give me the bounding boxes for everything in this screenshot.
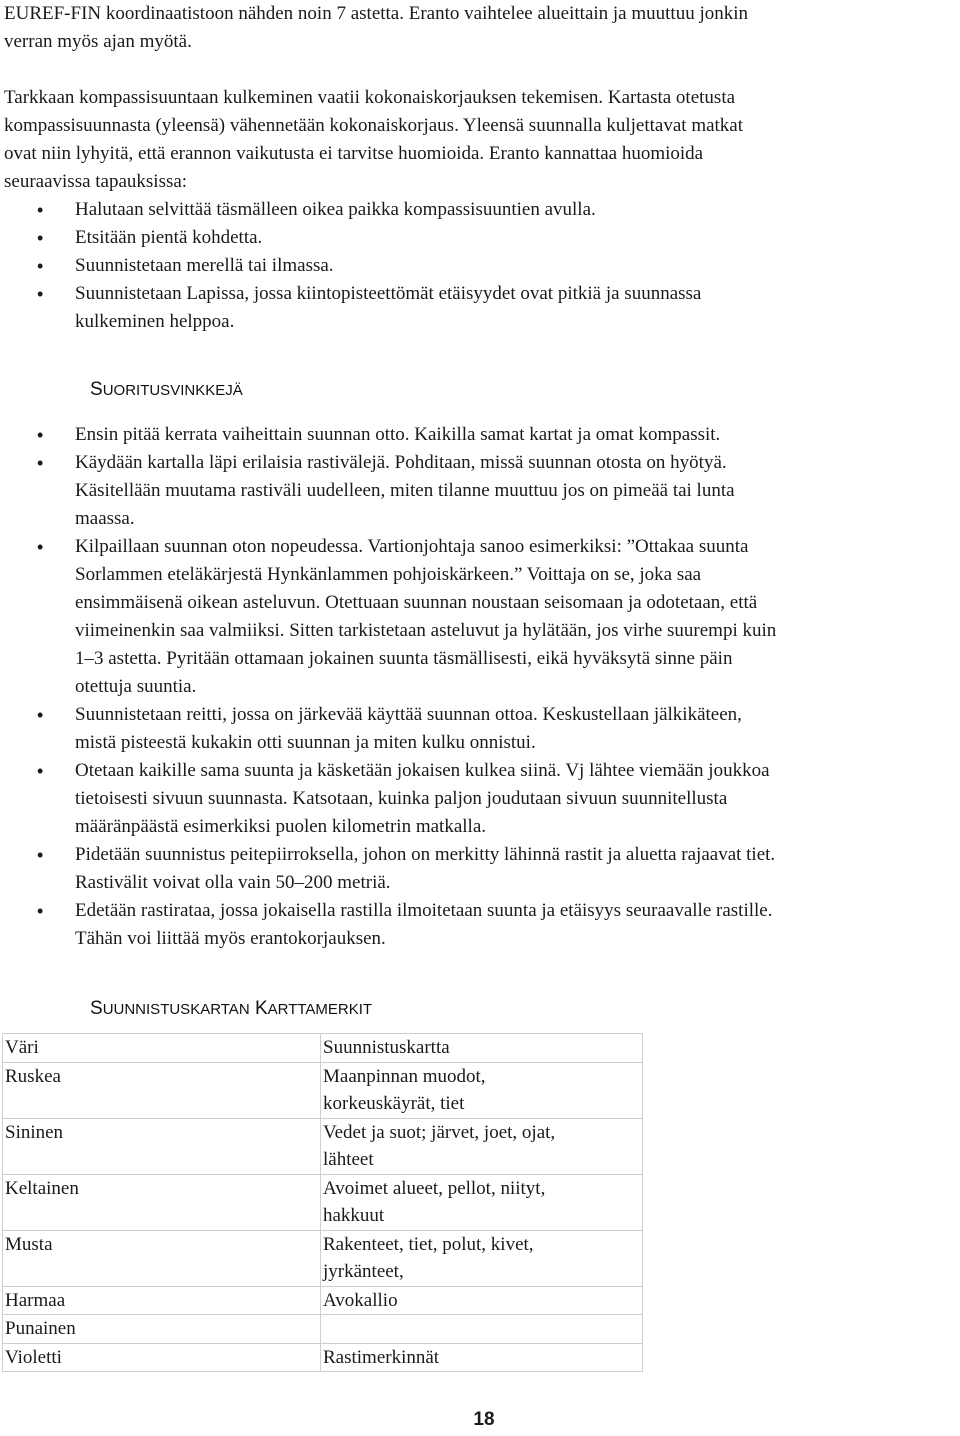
list-item: • Suunnistetaan reitti, jossa on järkevää käyttää suunnan ottoa. Keskustellaan jälkikäteen, mistä pisteestä kukakin otti suunnan ja miten kulku onnistui. [4,701,956,757]
declination-line-1: Tarkkaan kompassisuuntaan kulkeminen vaatii kokonaiskorjauksen tekemisen. Kartasta otetusta [4,87,736,108]
list-item: • Edetään rastirataa, jossa jokaisella rastilla ilmoitetaan suunta ja etäisyys seuraavalle rastille. Tähän voi liittää myös erantokorjauksen. [4,897,956,953]
intro-paragraph [4,0,956,56]
table-cell: Ruskea [3,1062,321,1118]
table-cell: Maanpinnan muodot, korkeuskäyrät, tiet [321,1062,643,1118]
section-heading-tips: SUORITUSVINKKEJÄ [90,379,243,400]
list-item: • Etsitään pientä kohdetta. [4,224,956,252]
map-symbols-table [2,1033,643,1372]
table-row [3,1343,643,1372]
list-item: • Halutaan selvittää täsmälleen oikea paikka kompassisuuntien avulla. [4,196,956,224]
table-header-cell: Väri [3,1034,321,1063]
list-item: • Käydään kartalla läpi erilaisia rastivälejä. Pohditaan, missä suunnan otosta on hyötyä. Käsitellään muutama rastiväli uudelleen, miten tilanne muuttuu jos on pimeää tai lunta maassa. [4,449,956,533]
declination-line-4: seuraavissa tapauksissa: [4,171,188,192]
declination-line-3: ovat niin lyhyitä, että erannon vaikutusta ei tarvitse huomioida. Eranto kannattaa huomioida [4,143,704,164]
list-item: • Pidetään suunnistus peitepiirroksella, johon on merkitty lähinnä rastit ja aluetta rajaavat tiet. Rastivälit voivat olla vain 50–200 metriä. [4,841,956,897]
table-cell: Avokallio [321,1286,643,1315]
table-cell: Musta [3,1230,321,1286]
list-item: • Ensin pitää kerrata vaiheittain suunnan otto. Kaikilla samat kartat ja omat kompassit. [4,421,956,449]
tips-list [4,421,956,953]
table-cell: Rastimerkinnät [321,1343,643,1372]
list-item: • Otetaan kaikille sama suunta ja käsketään jokaisen kulkea siinä. Vj lähtee viemään joukkoa tietoisesti sivuun suunnasta. Katsotaan, kuinka paljon joudutaan sivuun suunnitellusta määränpäästä esimerkiksi puolen kilometrin matkalla. [4,757,956,841]
table-cell: Punainen [3,1315,321,1344]
table-header-cell: Suunnistuskartta [321,1034,643,1063]
intro-line-1: EUREF-FIN koordinaatistoon nähden noin 7 astetta. Eranto vaihtelee alueittain ja muuttuu jonkin [4,3,749,24]
list-item: • Suunnistetaan Lapissa, jossa kiintopisteettömät etäisyydet ovat pitkiä ja suunnassa kulkeminen helppoa. [4,280,956,336]
list-item: • Suunnistetaan merellä tai ilmassa. [4,252,956,280]
table-row [3,1174,643,1230]
table-cell: Vedet ja suot; järvet, joet, ojat, lähteet [321,1118,643,1174]
list-item: • Kilpaillaan suunnan oton nopeudessa. Vartionjohtaja sanoo esimerkiksi: ”Ottakaa suunta Sorlammen eteläkärjestä Hynkänlammen pohjoiskärkeen.” Voittaja on se, joka saa ensimmäisenä oikean asteluvun. Otettuaan suunnan noustaan seisomaan ja odotetaan, että viimeinenkin saa valmiiksi. Sitten tarkistetaan asteluvut ja hylätään, jos virhe suurempi kuin 1–3 astetta. Pyritään ottamaan jokainen suunta täsmällisesti, eikä hyväksytä sinne päin otettuja suuntia. [4,533,956,701]
table-row [3,1230,643,1286]
declination-cases-list [4,196,956,336]
table-cell: Violetti [3,1343,321,1372]
declination-paragraph [4,84,956,196]
table-cell: Sininen [3,1118,321,1174]
table-row [3,1286,643,1315]
table-cell: Harmaa [3,1286,321,1315]
table-cell: Avoimet alueet, pellot, niityt, hakkuut [321,1174,643,1230]
table-cell [321,1315,643,1344]
table-cell: Rakenteet, tiet, polut, kivet, jyrkänteet, [321,1230,643,1286]
table-row [3,1315,643,1344]
table-header-row [3,1034,643,1063]
table-row [3,1062,643,1118]
page-number: 18 [473,1409,495,1430]
table-cell: Keltainen [3,1174,321,1230]
table-row [3,1118,643,1174]
declination-line-2: kompassisuunnasta (yleensä) vähennetään kokonaiskorjaus. Yleensä suunnalla kuljettavat matkat [4,115,744,136]
intro-line-2: verran myös ajan myötä. [4,31,192,52]
section-heading-map-symbols: SUUNNISTUSKARTAN KARTTAMERKIT [90,998,373,1019]
